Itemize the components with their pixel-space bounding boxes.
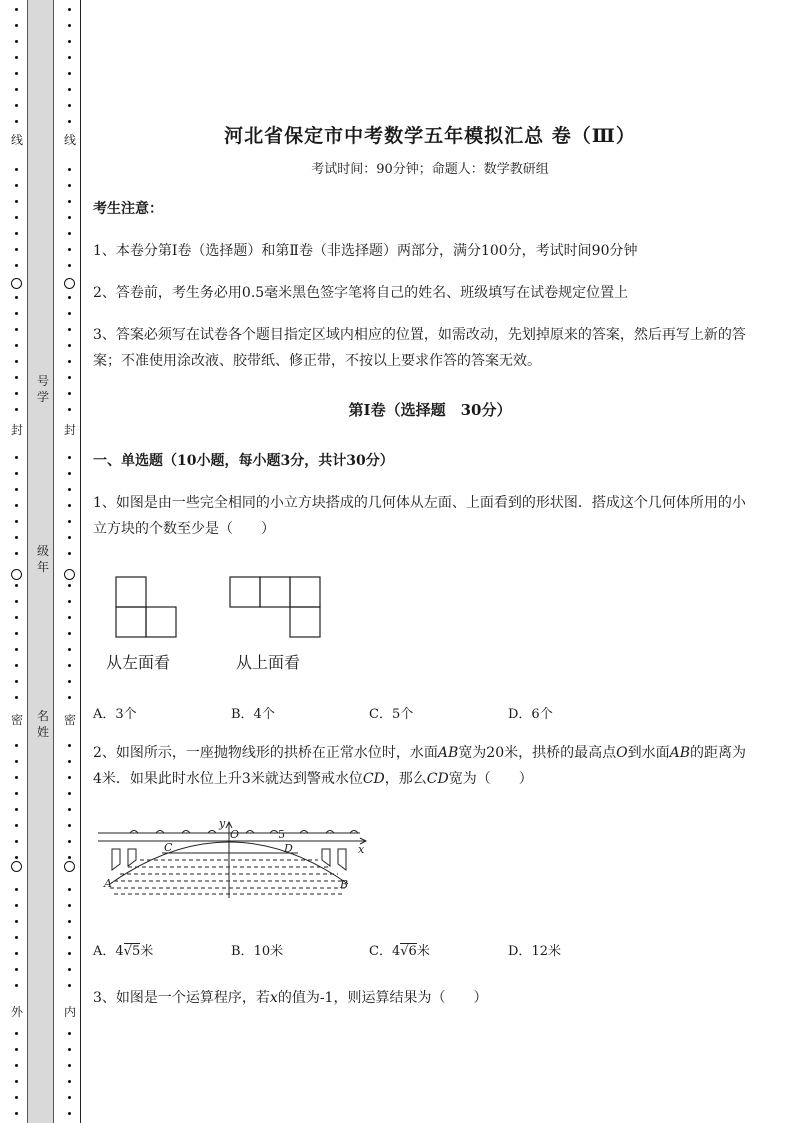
bridge-pier: [338, 849, 346, 870]
question-1-text: 1、如图是由一些完全相同的小立方块搭成的几何体从左面、上面看到的形状图．搭成这个几何体所用的小立方块的个数至少是（ ）: [93, 495, 746, 537]
label-b: B: [340, 878, 349, 891]
part-title: 一、单选题（10小题，每小题3分，共计30分）: [93, 453, 394, 469]
margin-mark-wai: 外: [10, 1005, 23, 1019]
label-five: 5: [278, 828, 285, 841]
name-label: 名姓: [36, 709, 49, 739]
margin-mark-xian: 线: [10, 133, 23, 147]
margin-mark-feng: 封: [63, 423, 76, 437]
margin-mark-xian: 线: [63, 133, 76, 147]
bridge-pier: [112, 849, 120, 870]
left-view-caption: 从左面看: [106, 653, 171, 672]
question-1-option-a[interactable]: A．3个: [93, 707, 137, 722]
student-number-label: 号学: [36, 374, 49, 404]
label-y: y: [219, 817, 226, 830]
page-title: 河北省保定市中考数学五年模拟汇总 卷（Ⅲ）: [224, 125, 636, 147]
notice-heading: 考生注意：: [93, 201, 163, 217]
margin-mark-nei: 内: [63, 1005, 76, 1019]
label-o: O: [230, 828, 240, 841]
notice-item: 3、答案必须写在试卷各个题目指定区域内相应的位置，如需改动，先划掉原来的答案，然后再写上新的答案；不准使用涂改液、胶带纸、修正带，不按以上要求作答的答案无效。: [93, 327, 746, 369]
question-3-text: 3、如图是一个运算程序，若x的值为-1，则运算结果为（ ）: [93, 990, 488, 1006]
bridge-pier: [128, 849, 136, 866]
question-1-option-b[interactable]: B．4个: [231, 707, 275, 722]
question-2-option-c[interactable]: C．4√6米: [369, 944, 430, 959]
label-a: A: [104, 877, 112, 890]
margin-mark-feng: 封: [10, 423, 23, 437]
notice-item: 1、本卷分第Ⅰ卷（选择题）和第Ⅱ卷（非选择题）两部分，满分100分，考试时间90分钟: [93, 243, 638, 259]
label-d: D: [284, 842, 293, 855]
question-1-option-c[interactable]: C．5个: [369, 707, 414, 722]
notice-item: 2、答卷前，考生务必用0.5毫米黑色签字笔将自己的姓名、班级填写在试卷规定位置上: [93, 285, 629, 301]
grade-label: 级年: [36, 544, 49, 574]
question-2-option-b[interactable]: B．10米: [231, 944, 284, 959]
margin-mark-mi: 密: [10, 713, 23, 727]
label-c: C: [164, 841, 173, 854]
bridge-pier: [322, 849, 330, 866]
exam-subtitle: 考试时间：90分钟；命题人：数学教研组: [311, 162, 549, 177]
label-x: x: [358, 843, 365, 856]
question-2-text: 2、如图所示，一座抛物线形的拱桥在正常水位时，水面AB宽为20米，拱桥的最高点O到水面AB的距离为4米．如果此时水位上升3米就达到警戒水位CD，那么CD宽为（ ）: [93, 745, 747, 787]
question-2-option-a[interactable]: A．4√5米: [93, 944, 154, 959]
margin-mark-mi: 密: [63, 713, 76, 727]
question-2-option-d[interactable]: D．12米: [508, 944, 561, 959]
section-title: 第Ⅰ卷（选择题 30分）: [348, 401, 512, 419]
question-1-option-d[interactable]: D．6个: [508, 707, 553, 722]
top-view-caption: 从上面看: [236, 653, 301, 672]
